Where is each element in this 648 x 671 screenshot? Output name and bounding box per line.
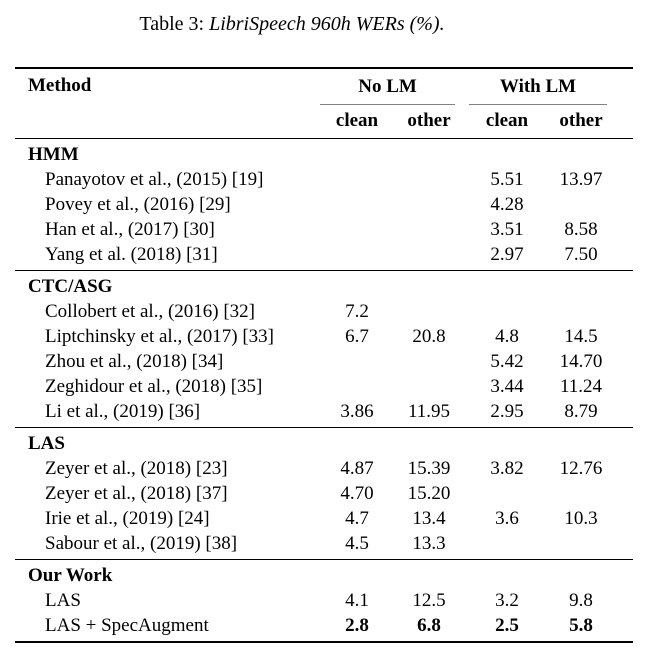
table-row (15, 399, 633, 428)
method-cell: Povey et al., (2016) [29] (45, 194, 231, 215)
section-header-row (15, 428, 633, 457)
value-cell (461, 299, 553, 324)
spacer-cell (609, 374, 633, 399)
value-cell: 4.70 (340, 483, 374, 504)
table-row (15, 374, 633, 399)
method-cell: Collobert et al., (2016) [32] (45, 301, 256, 322)
value-cell (397, 167, 461, 192)
value-cell: 12.76 (559, 458, 603, 479)
table-section (15, 560, 633, 643)
spacer-cell (609, 456, 633, 481)
method-cell: Zeyer et al., (2018) [23] (45, 458, 228, 479)
value-cell: 5.51 (490, 169, 524, 190)
table-row (15, 481, 633, 506)
value-cell: 6.8 (417, 615, 441, 636)
value-cell: 8.58 (564, 219, 598, 240)
section-header-row (15, 560, 633, 589)
table-row (15, 242, 633, 271)
value-cell: 20.8 (412, 326, 446, 347)
value-cell: 13.4 (412, 508, 446, 529)
value-cell: 9.8 (569, 590, 593, 611)
section-header-row (15, 271, 633, 300)
value-cell: 10.3 (564, 508, 598, 529)
value-cell: 4.7 (345, 508, 369, 529)
spacer-cell (609, 399, 633, 428)
value-cell: 4.8 (495, 326, 519, 347)
spacer-cell (609, 167, 633, 192)
value-cell (397, 217, 461, 242)
table-row (15, 324, 633, 349)
spacer-cell (609, 299, 633, 324)
section-name: CTC/ASG (28, 276, 113, 297)
value-cell: 7.2 (345, 301, 369, 322)
value-cell (317, 167, 397, 192)
table-caption (0, 13, 601, 36)
value-cell (553, 192, 609, 217)
value-cell: 3.86 (340, 401, 374, 422)
value-cell: 14.70 (559, 351, 603, 372)
table-row (15, 456, 633, 481)
spacer-cell (609, 531, 633, 560)
table-row (15, 349, 633, 374)
method-cell: LAS (45, 590, 81, 611)
method-cell: Sabour et al., (2019) [38] (45, 533, 238, 554)
spacer-cell (609, 68, 633, 139)
value-cell: 13.3 (412, 533, 446, 554)
method-cell: Han et al., (2017) [30] (45, 219, 215, 240)
value-cell (397, 299, 461, 324)
group-header-row (15, 68, 633, 105)
value-cell (461, 531, 553, 560)
value-cell: 5.42 (490, 351, 524, 372)
table-header (15, 68, 633, 139)
value-cell: 2.95 (490, 401, 524, 422)
spacer-cell (609, 349, 633, 374)
value-cell: 12.5 (412, 590, 446, 611)
value-cell (397, 192, 461, 217)
method-cell: Yang et al. (2018) [31] (45, 244, 218, 265)
value-cell: 4.1 (345, 590, 369, 611)
with-lm-label: With LM (469, 69, 607, 105)
subheader-no-lm-other: other (407, 110, 451, 131)
group-header-with-lm (461, 68, 609, 105)
value-cell: 3.6 (495, 508, 519, 529)
spacer-cell (609, 324, 633, 349)
value-cell: 4.28 (490, 194, 524, 215)
table-section (15, 271, 633, 428)
section-header-row (15, 139, 633, 168)
table-section (15, 428, 633, 560)
section-name: Our Work (28, 565, 113, 586)
value-cell: 15.20 (407, 483, 451, 504)
method-cell: Li et al., (2019) [36] (45, 401, 201, 422)
table-row (15, 613, 633, 642)
value-cell (553, 481, 609, 506)
subheader-with-lm-other: other (559, 110, 603, 131)
method-cell: LAS + SpecAugment (45, 615, 209, 636)
table-row (15, 588, 633, 613)
value-cell (397, 242, 461, 271)
method-cell: Panayotov et al., (2015) [19] (45, 169, 264, 190)
spacer-cell (609, 481, 633, 506)
table-section (15, 139, 633, 271)
subheader-no-lm-clean: clean (335, 110, 379, 131)
spacer-cell (609, 217, 633, 242)
value-cell: 7.50 (564, 244, 598, 265)
value-cell (317, 374, 397, 399)
value-cell: 14.5 (564, 326, 598, 347)
table-row (15, 506, 633, 531)
method-cell: Zeyer et al., (2018) [37] (45, 483, 228, 504)
value-cell: 3.2 (495, 590, 519, 611)
method-cell: Zeghidour et al., (2018) [35] (45, 376, 263, 397)
value-cell: 2.5 (495, 615, 519, 636)
table-row (15, 167, 633, 192)
caption-prefix: Table 3: (139, 13, 210, 35)
section-name: LAS (28, 433, 65, 454)
method-cell: Irie et al., (2019) [24] (45, 508, 210, 529)
subheader-with-lm-clean: clean (485, 110, 529, 131)
spacer-cell (609, 242, 633, 271)
table-row (15, 192, 633, 217)
method-cell: Zhou et al., (2018) [34] (45, 351, 224, 372)
value-cell: 13.97 (559, 169, 603, 190)
spacer-cell (609, 613, 633, 642)
value-cell (553, 531, 609, 560)
value-cell: 4.5 (345, 533, 369, 554)
results-table (15, 67, 633, 643)
value-cell: 11.24 (559, 376, 603, 397)
spacer-cell (609, 506, 633, 531)
section-name: HMM (28, 144, 79, 165)
value-cell (397, 374, 461, 399)
value-cell (317, 242, 397, 271)
value-cell: 5.8 (569, 615, 593, 636)
value-cell: 6.7 (345, 326, 369, 347)
value-cell (553, 299, 609, 324)
table-row (15, 217, 633, 242)
caption-title: LibriSpeech 960h WERs (%). (209, 13, 445, 35)
no-lm-label: No LM (320, 69, 455, 105)
method-cell: Liptchinsky et al., (2017) [33] (45, 326, 275, 347)
value-cell: 3.82 (490, 458, 524, 479)
value-cell: 3.51 (490, 219, 524, 240)
table-row (15, 299, 633, 324)
value-cell: 15.39 (407, 458, 451, 479)
value-cell (317, 349, 397, 374)
value-cell (317, 217, 397, 242)
value-cell: 3.44 (490, 376, 524, 397)
spacer-cell (609, 192, 633, 217)
value-cell (397, 349, 461, 374)
value-cell: 4.87 (340, 458, 374, 479)
value-cell (317, 192, 397, 217)
value-cell: 11.95 (407, 401, 451, 422)
value-cell: 2.97 (490, 244, 524, 265)
method-column-header: Method (28, 75, 92, 96)
value-cell: 8.79 (564, 401, 598, 422)
spacer-cell (609, 588, 633, 613)
value-cell: 2.8 (345, 615, 369, 636)
group-header-no-lm (317, 68, 461, 105)
table-row (15, 531, 633, 560)
value-cell (461, 481, 553, 506)
